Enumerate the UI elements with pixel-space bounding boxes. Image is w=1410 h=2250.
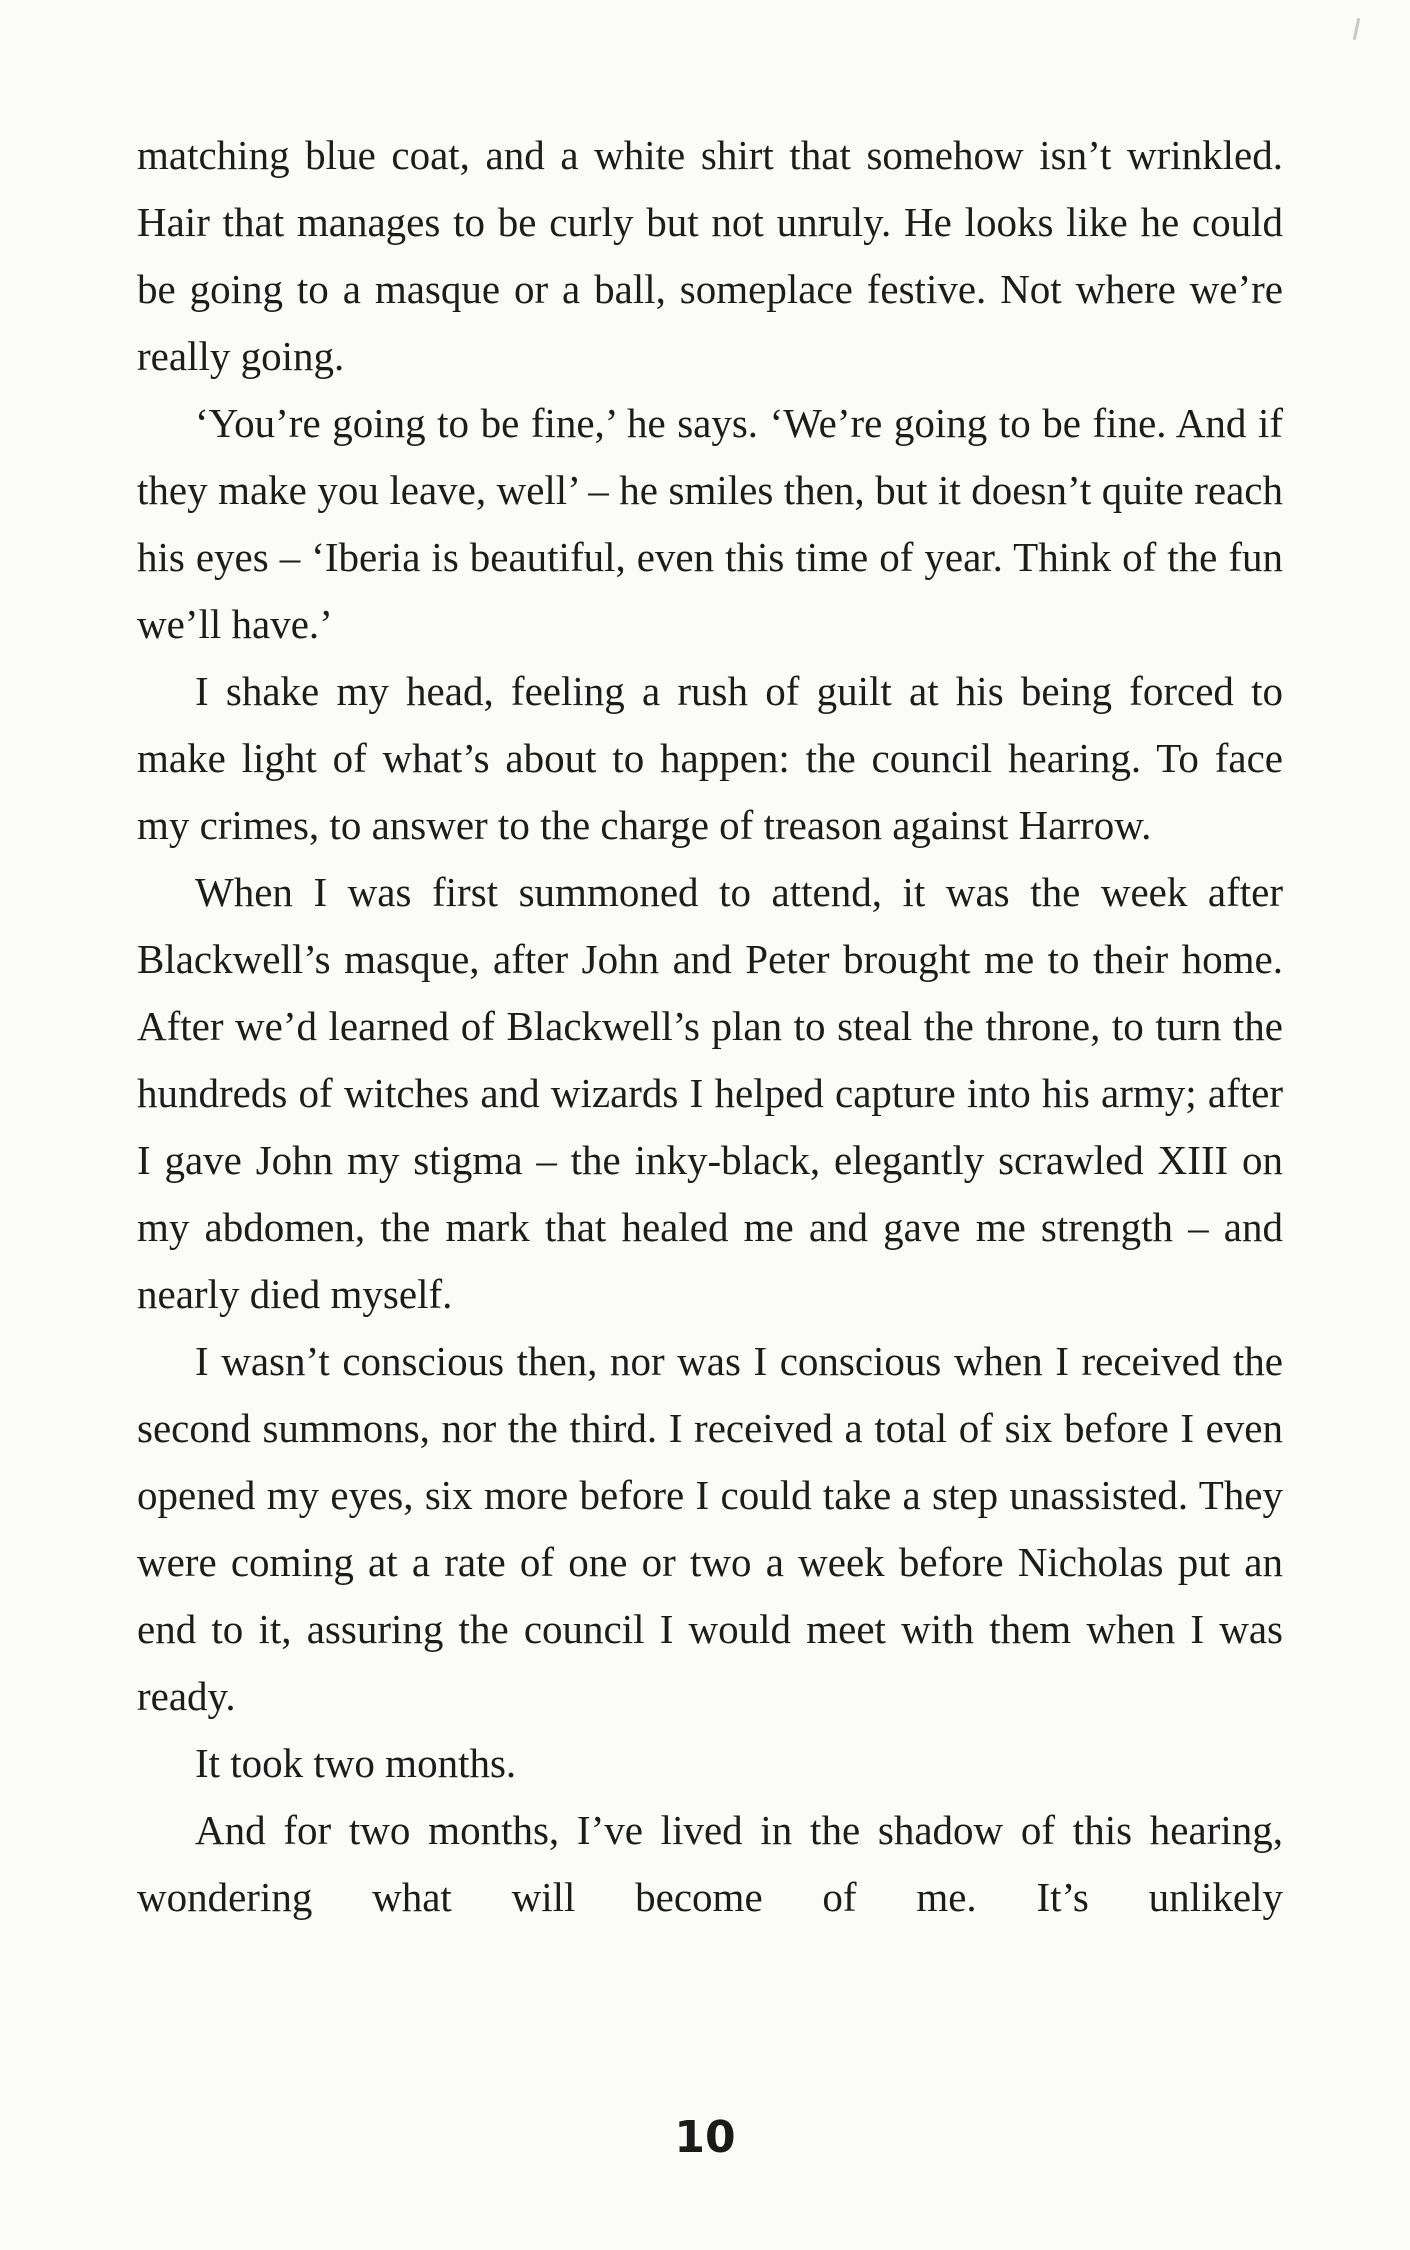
body-text [137, 122, 1283, 1931]
paragraph-2: ‘You’re going to be fine,’ he says. ‘We’re going to be fine. And if they make you leave, well’ – he smiles then, but it doesn’t quite reach his eyes – ‘Iberia is beautiful, even this time of year. Think of the fun we’ll have.’ [137, 400, 1283, 647]
paragraph-4: When I was first summoned to attend, it was the week after Blackwell’s masque, after John and Peter brought me to their home. After we’d learned of Blackwell’s plan to steal the throne, to turn the hundreds of witches and wizards I helped capture into his army; after I gave John my stigma – the inky-black, elegantly scrawled XIII on my abdomen, the mark that healed me and gave me strength – and nearly died myself. [137, 869, 1283, 1317]
paragraph-3: I shake my head, feeling a rush of guilt at his being forced to make light of what’s about to happen: the council hearing. To face my crimes, to answer to the charge of treason against Harrow. [137, 668, 1283, 848]
page-number: 10 [674, 2112, 736, 2163]
paragraph-1: matching blue coat, and a white shirt that somehow isn’t wrinkled. Hair that manages to be curly but not unruly. He looks like he could be going to a masque or a ball, someplace festive. Not where we’re really going. [137, 132, 1283, 379]
paragraph-6: It took two months. [195, 1740, 517, 1786]
paragraph-7: And for two months, I’ve lived in the shadow of this hearing, wondering what will become of me. It’s unlikely [137, 1807, 1283, 1920]
paragraph-5: I wasn’t conscious then, nor was I conscious when I received the second summons, nor the third. I received a total of six before I even opened my eyes, six more before I could take a step unassisted. They were coming at a rate of one or two a week before Nicholas put an end to it, assuring the council I would meet with them when I was ready. [137, 1338, 1283, 1719]
scan-mark [1353, 18, 1361, 40]
